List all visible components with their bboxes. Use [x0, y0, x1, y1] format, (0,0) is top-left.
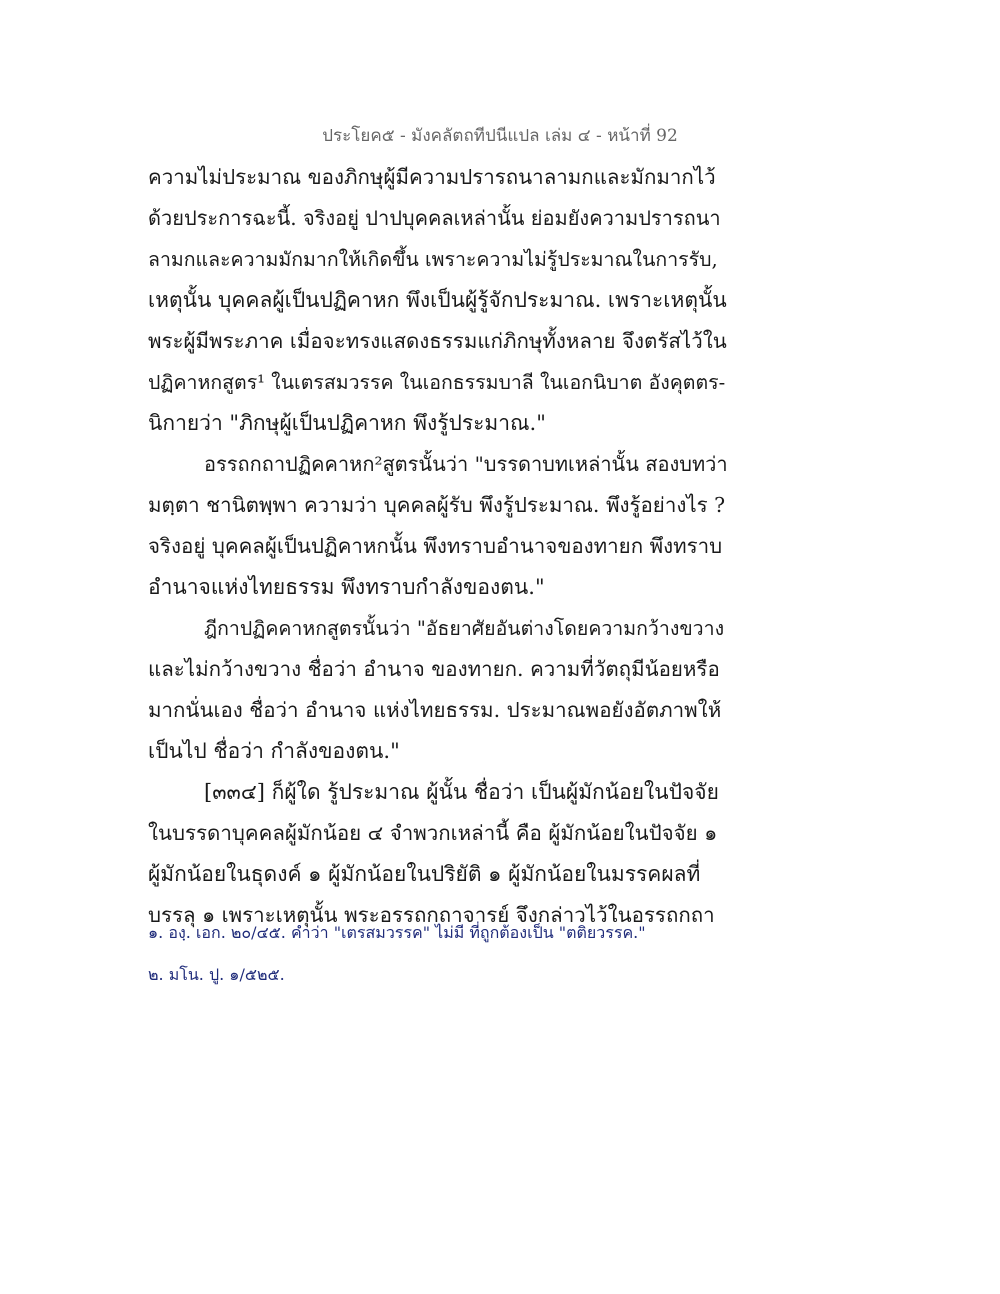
body-line: มากนั่นเอง ชื่อว่า อำนาจ แห่งไทยธรรม. ประมาณพอยังอัตภาพให้: [148, 698, 722, 722]
body-text: [148, 157, 728, 936]
footnote-2: ๒. มโน. ปู. ๑/๕๒๕.: [148, 965, 285, 984]
body-line: เหตุนั้น บุคคลผู้เป็นปฏิคาหก พึงเป็นผู้รู้จักประมาณ. เพราะเหตุนั้น: [148, 288, 727, 312]
body-line: อรรถกถาปฏิคคาหก²สูตรนั้นว่า "บรรดาบทเหล่านั้น สองบทว่า: [204, 452, 728, 476]
body-line: มตฺตา ชานิตพฺพา ความว่า บุคคลผู้รับ พึงรู้ประมาณ. พึงรู้อย่างไร ?: [148, 493, 726, 517]
body-line: ฎีกาปฏิคคาหกสูตรนั้นว่า "อัธยาศัยอันต่างโดยความกว้างขวาง: [204, 617, 725, 640]
body-line: เป็นไป ชื่อว่า กำลังของตน.": [148, 739, 400, 763]
body-line: ผู้มักน้อยในธุดงค์ ๑ ผู้มักน้อยในปริยัติ ๑ ผู้มักน้อยในมรรคผลที่: [148, 862, 701, 886]
body-line: ปฏิคาหกสูตร¹ ในเตรสมวรรค ในเอกธรรมบาลี ในเอกนิบาต อังคุตตร-: [148, 371, 726, 394]
body-line: ในบรรดาบุคคลผู้มักน้อย ๔ จำพวกเหล่านี้ คือ ผู้มักน้อยในปัจจัย ๑: [148, 821, 718, 845]
body-line: ด้วยประการฉะนี้. จริงอยู่ ปาปบุคคลเหล่านั้น ย่อมยังความปรารถนา: [148, 206, 721, 230]
footnotes: [148, 912, 728, 996]
body-line: ความไม่ประมาณ ของภิกษุผู้มีความปรารถนาลามกและมักมากไว้: [148, 165, 716, 189]
body-line: และไม่กว้างขวาง ชื่อว่า อำนาจ ของทายก. ความที่วัตถุมีน้อยหรือ: [148, 657, 720, 681]
body-line: จริงอยู่ บุคคลผู้เป็นปฏิคาหกนั้น พึงทราบอำนาจของทายก พึงทราบ: [148, 534, 723, 558]
body-line: อำนาจแห่งไทยธรรม พึงทราบกำลังของตน.": [148, 575, 545, 599]
body-line: พระผู้มีพระภาค เมื่อจะทรงแสดงธรรมแก่ภิกษุทั้งหลาย จึงตรัสไว้ใน: [148, 329, 727, 353]
body-line: ลามกและความมักมากให้เกิดขึ้น เพราะความไม่รู้ประมาณในการรับ,: [148, 248, 718, 271]
footnote-1: ๑. องฺ. เอก. ๒๐/๔๕. คำว่า "เตรสมวรรค" ไม่มี ที่ถูกต้องเป็น "ตติยวรรค.": [148, 923, 646, 942]
body-line: นิกายว่า "ภิกษุผู้เป็นปฏิคาหก พึงรู้ประมาณ.": [148, 411, 546, 435]
running-header: ประโยค๕ - มังคลัตถทีปนีแปล เล่ม ๔ - หน้าที่ 92: [322, 126, 678, 146]
body-line: [๓๓๔] ก็ผู้ใด รู้ประมาณ ผู้นั้น ชื่อว่า เป็นผู้มักน้อยในปัจจัย: [204, 780, 719, 804]
body-line: บรรลุ ๑ เพราะเหตุนั้น พระอรรถกถาจารย์ จึงกล่าวไว้ในอรรถกถา: [148, 903, 715, 927]
